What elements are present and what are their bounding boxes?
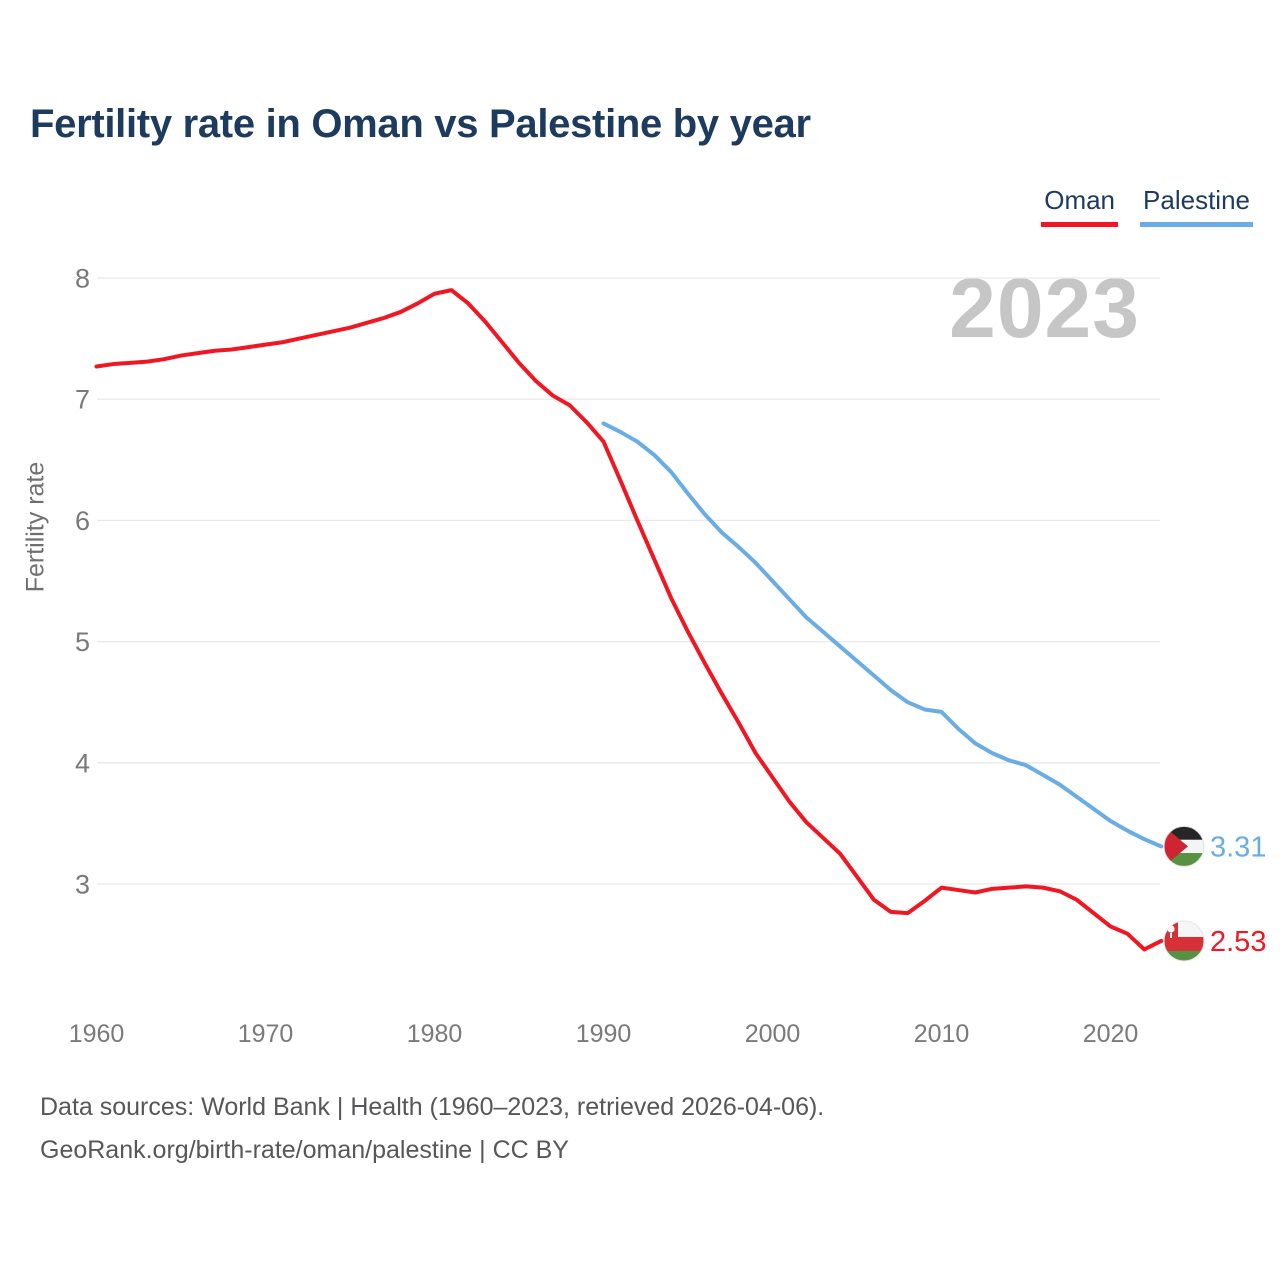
x-tick-label: 1970 [237, 1020, 294, 1048]
x-tick-label: 1980 [406, 1020, 463, 1048]
legend-item-oman[interactable]: Oman [1041, 185, 1118, 227]
year-watermark: 2023 [949, 261, 1140, 355]
palestine-flag-icon [1164, 826, 1204, 866]
y-tick-label: 8 [74, 263, 90, 294]
x-tick-label: 2020 [1082, 1020, 1139, 1048]
deco-layer [1164, 826, 1266, 961]
y-tick-label: 6 [74, 505, 90, 536]
y-tick-label: 3 [74, 869, 90, 900]
x-tick-label: 2000 [744, 1020, 801, 1048]
legend-item-palestine[interactable]: Palestine [1140, 185, 1253, 227]
palestine-end-value: 3.31 [1210, 831, 1267, 864]
x-tick-label: 1960 [68, 1020, 125, 1048]
line-layer [97, 290, 1164, 949]
y-tick-label: 5 [74, 627, 90, 658]
grid-layer [68, 261, 1160, 1049]
y-tick-label: 4 [74, 748, 90, 779]
y-tick-label: 7 [74, 384, 90, 415]
oman-end-value: 2.53 [1210, 925, 1267, 958]
y-axis-title: Fertility rate [21, 461, 50, 593]
page-title: Fertility rate in Oman vs Palestine by year [30, 102, 811, 146]
footer-sources: Data sources: World Bank | Health (1960–2023, retrieved 2026-04-06). [40, 1093, 825, 1121]
series-line-palestine[interactable] [604, 423, 1162, 846]
oman-flag-icon [1164, 921, 1204, 961]
footer [40, 1086, 824, 1172]
footer-attribution: GeoRank.org/birth-rate/oman/palestine | CC BY [40, 1136, 569, 1164]
series-line-oman[interactable] [97, 290, 1162, 949]
x-tick-label: 1990 [575, 1020, 632, 1048]
x-tick-label: 2010 [913, 1020, 970, 1048]
